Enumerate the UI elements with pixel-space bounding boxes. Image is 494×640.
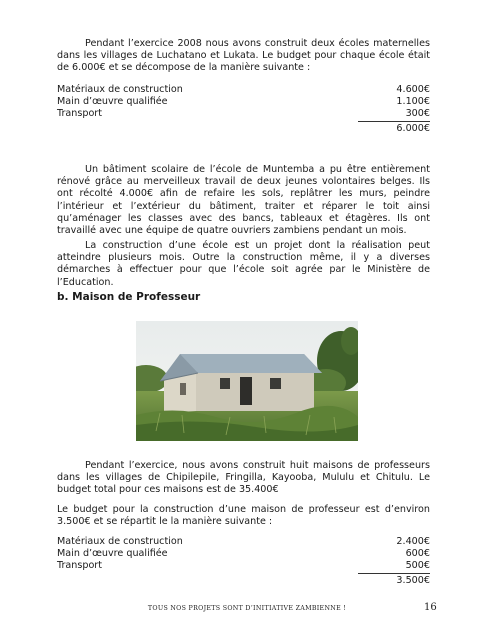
budget-amount: 4.600€ <box>396 84 430 95</box>
paragraph-teacher-houses: Pendant l’exercice, nous avons construit huit maisons de professeurs dans les villages de Chipilepile, Fringilla, Kayooba, Mululu et Chitulu. Le budget total pour ces maisons est de 35.400€ <box>57 460 430 496</box>
budget-table-schools <box>57 84 430 135</box>
budget-row <box>57 84 430 96</box>
budget-total-row <box>57 575 430 587</box>
budget-label: Transport <box>57 560 103 572</box>
page-number: 16 <box>424 602 437 613</box>
paragraph-muntemba: Un bâtiment scolaire de l’école de Muntemba a pu être entièrement rénové grâce au merveilleux travail de deux jeunes volontaires belges. Ils ont récolté 4.000€ afin de refaire les sols, replâtrer les murs, peindre l’intérieur et l’extérieur du bâtiment, traiter et réparer le toit ainsi qu’aménager les classes avec des bancs, tableaux et étagères. Ils ont travaillé avec une équipe de quatre ouvriers zambiens pendant un mois. <box>57 164 430 237</box>
page-footer: TOUS NOS PROJETS SONT D’INITIATIVE ZAMBIENNE ! <box>147 605 347 612</box>
budget-row <box>57 548 430 560</box>
paragraph-construction: La construction d’une école est un projet dont la réalisation peut atteindre plusieurs mois. Outre la construction même, il y a diverses démarches à effectuer pour que l’école soit agrée par le Ministère de l’Education. <box>57 240 430 288</box>
budget-amount: 500€ <box>405 560 430 572</box>
budget-label: Matériaux de construction <box>57 536 183 547</box>
total-divider <box>57 121 430 123</box>
budget-amount: 300€ <box>405 108 430 120</box>
budget-table-houses <box>57 536 430 587</box>
budget-amount: 600€ <box>405 548 430 560</box>
budget-amount: 1.100€ <box>396 96 430 108</box>
teacher-house-photo <box>136 321 358 441</box>
budget-row <box>57 560 430 572</box>
budget-label: Main d’œuvre qualifiée <box>57 548 168 560</box>
budget-total: 6.000€ <box>396 122 430 134</box>
budget-amount: 2.400€ <box>396 536 430 547</box>
budget-row <box>57 108 430 120</box>
budget-label: Matériaux de construction <box>57 84 183 95</box>
paragraph-schools-2008: Pendant l’exercice 2008 nous avons construit deux écoles maternelles dans les villages de Luchatano et Lukata. Le budget pour chaque école était de 6.000€ et se décompose de la manière suivante : <box>57 38 430 74</box>
budget-total-row <box>57 123 430 135</box>
budget-label: Main d’œuvre qualifiée <box>57 96 168 108</box>
total-divider <box>57 573 430 575</box>
budget-row <box>57 96 430 108</box>
paragraph-house-budget: Le budget pour la construction d’une maison de professeur est d’environ 3.500€ et se répartit le la manière suivante : <box>57 504 430 528</box>
section-heading: b. Maison de Professeur <box>57 291 201 303</box>
budget-row <box>57 536 430 548</box>
budget-total: 3.500€ <box>396 574 430 586</box>
budget-label: Transport <box>57 108 103 120</box>
